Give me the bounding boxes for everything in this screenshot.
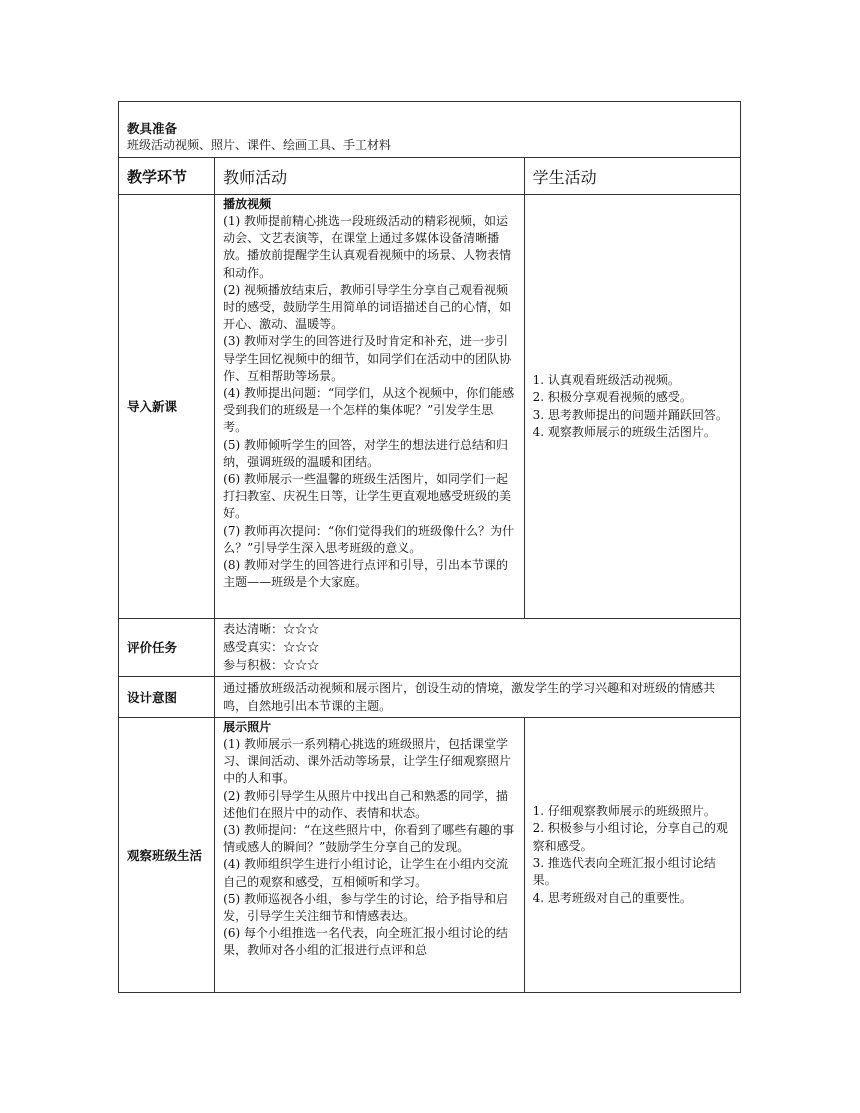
table-header-row [119,158,741,195]
student-step: 4. 思考班级对自己的重要性。 [532,890,692,905]
section-observe-row [119,718,741,993]
evaluation-item: 感受真实：☆☆☆ [223,640,320,654]
teacher-step: (8) 教师对学生的回答进行点评和引导，引出本节课的主题——班级是个大家庭。 [223,558,508,590]
teacher-step: (6) 教师展示一些温馨的班级生活图片，如同学们一起打扫教室、庆祝生日等，让学生更直观地感受班级的美好。 [223,472,512,521]
header-student-activity: 学生活动 [524,158,740,195]
preparation-cell [119,102,741,158]
student-step: 2. 积极参与小组讨论，分享自己的观察和感受。 [532,821,728,853]
section-observe-teacher-cell [215,718,524,993]
design-intent-row [119,677,741,718]
header-stage: 教学环节 [119,158,215,195]
section-intro-label: 导入新课 [119,195,215,619]
evaluation-item: 参与积极：☆☆☆ [223,658,320,672]
teacher-step: (3) 教师提问：“在这些照片中，你看到了哪些有趣的事情或感人的瞬间？”鼓励学生分享自己的发现。 [223,823,515,855]
preparation-row [119,102,741,158]
design-intent-text: 通过播放班级活动视频和展示图片，创设生动的情境，激发学生的学习兴趣和对班级的情感共鸣，自然地引出本节课的主题。 [215,677,741,718]
student-step: 3. 思考教师提出的问题并踊跃回答。 [532,407,728,422]
teacher-step: (2) 视频播放结束后，教师引导学生分享自己观看视频时的感受，鼓励学生用简单的词语描述自己的心情，如开心、激动、温暖等。 [223,282,512,332]
teacher-step: (7) 教师再次提问：“你们觉得我们的班级像什么？为什么？”引导学生深入思考班级的意义。 [223,523,515,555]
student-step: 1. 认真观看班级活动视频。 [532,372,680,387]
teacher-step: (3) 教师对学生的回答进行及时肯定和补充，进一步引导学生回忆视频中的细节，如同学们在活动中的团队协作、互相帮助等场景。 [223,334,512,383]
teacher-step: (1) 教师提前精心挑选一段班级活动的精彩视频，如运动会、文艺表演等，在课堂上通过多媒体设备清晰播放。播放前提醒学生认真观看视频中的场景、人物表情和动作。 [223,214,512,280]
student-step: 2. 积极分享观看视频的感受。 [532,390,692,405]
section-intro-row [119,195,741,619]
design-intent-label: 设计意图 [119,677,215,718]
teacher-step: (6) 每个小组推选一名代表，向全班汇报小组讨论的结果，教师对各小组的汇报进行点评和总 [223,926,508,958]
lesson-plan-document [118,101,741,993]
section-observe-student-cell [524,718,740,993]
section-intro-teacher-cell [215,195,524,619]
preparation-text: 班级活动视频、照片、课件、绘画工具、手工材料 [127,138,392,152]
teacher-step: (4) 教师提出问题：“同学们，从这个视频中，你们能感受到我们的班级是一个怎样的集体呢？”引发学生思考。 [223,386,515,435]
teacher-step: (2) 教师引导学生从照片中找出自己和熟悉的同学，描述他们在照片中的动作、表情和状态。 [223,788,508,820]
lesson-plan-table [118,101,741,993]
teacher-step: (4) 教师组织学生进行小组讨论，让学生在小组内交流自己的观察和感受，互相倾听和学习。 [223,857,508,889]
student-step: 4. 观察教师展示的班级生活图片。 [532,424,716,439]
section-intro-teacher-title: 播放视频 [223,197,272,211]
evaluation-label: 评价任务 [119,619,215,677]
teacher-step: (5) 教师巡视各小组，参与学生的讨论，给予指导和启发，引导学生关注细节和情感表达。 [223,891,508,924]
section-intro-student-cell [524,195,740,619]
preparation-title: 教具准备 [127,121,178,136]
teacher-step: (1) 教师展示一系列精心挑选的班级照片，包括课堂学习、课间活动、课外活动等场景，让学生仔细观察照片中的人和事。 [223,737,512,786]
section-observe-label: 观察班级生活 [119,718,215,993]
evaluation-row [119,619,741,677]
teacher-step: (5) 教师倾听学生的回答，对学生的想法进行总结和归纳，强调班级的温暖和团结。 [223,437,508,469]
evaluation-cell [215,619,741,677]
student-step: 3. 推选代表向全班汇报小组讨论结果。 [532,856,716,888]
student-step: 1. 仔细观察教师展示的班级照片。 [532,803,716,818]
section-observe-teacher-title: 展示照片 [223,720,272,734]
header-teacher-activity: 教师活动 [215,158,524,195]
evaluation-item: 表达清晰：☆☆☆ [223,622,320,636]
